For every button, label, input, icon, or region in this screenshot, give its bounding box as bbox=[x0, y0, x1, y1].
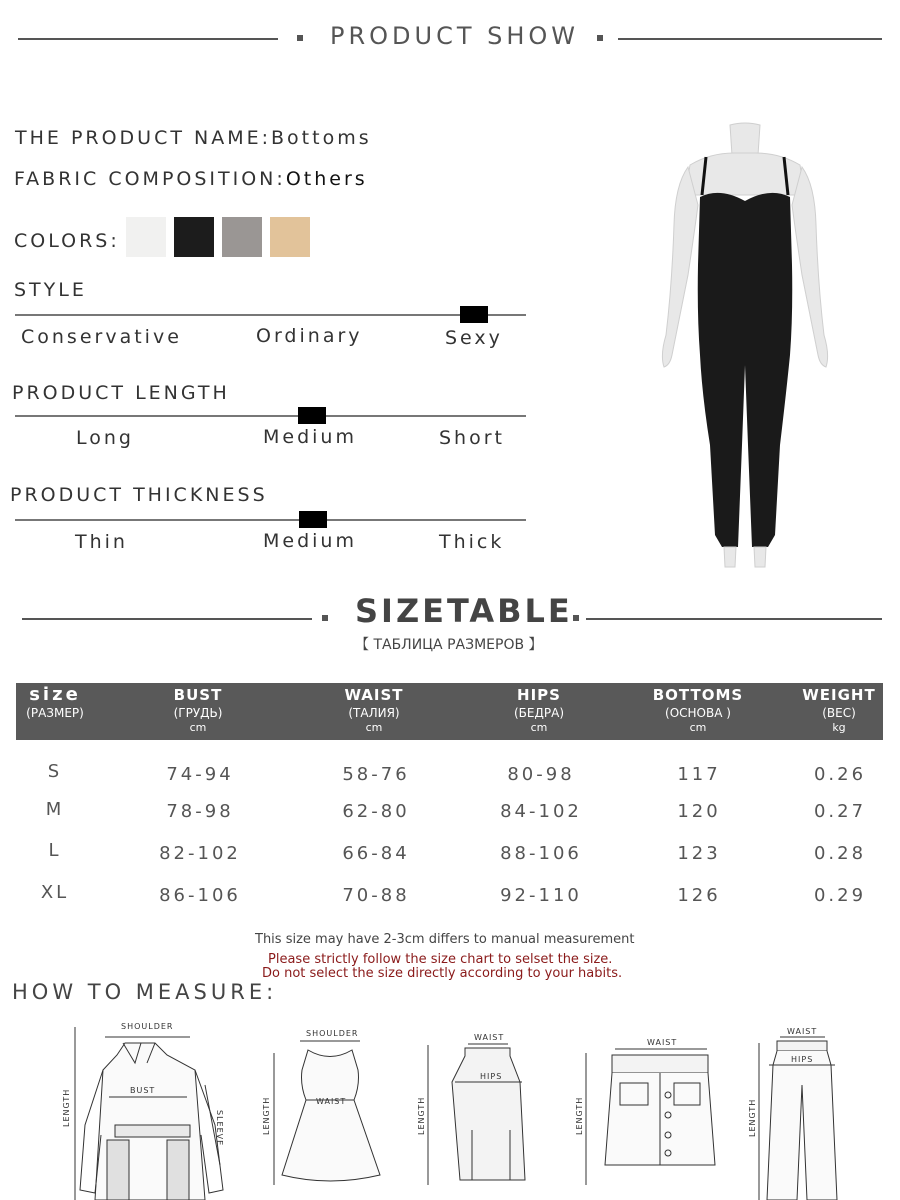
thickness-scale-marker bbox=[299, 511, 327, 528]
cell-bottoms: 126 bbox=[677, 885, 721, 906]
product-name-line bbox=[15, 127, 372, 149]
cell-bottoms: 123 bbox=[677, 843, 721, 864]
cell-waist: 58-76 bbox=[342, 764, 410, 785]
dress-diagram bbox=[260, 1025, 385, 1190]
dress-shoulder-label: SHOULDER bbox=[306, 1029, 359, 1038]
cell-size: M bbox=[45, 799, 65, 820]
dress-waist-label: WAIST bbox=[316, 1097, 347, 1106]
header-weight: WEIGHT (ВЕС) kg bbox=[802, 686, 876, 734]
product-show-dot-left bbox=[297, 35, 303, 41]
cell-bust: 78-98 bbox=[166, 801, 234, 822]
cell-weight: 0.28 bbox=[813, 843, 867, 864]
product-name-value: Bottoms bbox=[271, 127, 372, 149]
color-swatch-apricot[interactable] bbox=[270, 217, 310, 257]
cell-weight: 0.29 bbox=[813, 885, 867, 906]
header-size: size (РАЗМЕР) bbox=[26, 684, 84, 720]
size-warning-2: Do not select the size directly according to your habits. bbox=[262, 966, 623, 981]
header-bottoms: BOTTOMS (ОСНОВА ) cm bbox=[652, 686, 744, 734]
thickness-label-thin: Thin bbox=[75, 531, 128, 553]
length-scale-marker bbox=[298, 407, 326, 424]
skirt-waist-label: WAIST bbox=[474, 1033, 505, 1042]
thickness-label-thick: Thick bbox=[439, 531, 505, 553]
length-title: PRODUCT LENGTH bbox=[12, 382, 230, 404]
colors-label: COLORS: bbox=[14, 230, 120, 252]
product-show-dot-right bbox=[597, 35, 603, 41]
cell-bottoms: 117 bbox=[677, 764, 721, 785]
cell-waist: 70-88 bbox=[342, 885, 410, 906]
measurement-note: This size may have 2-3cm differs to manual measurement bbox=[255, 932, 635, 947]
skirt-hips-label: HIPS bbox=[480, 1072, 503, 1081]
style-scale-marker bbox=[460, 306, 488, 323]
sizetable-rule-right bbox=[586, 618, 882, 620]
style-title: STYLE bbox=[14, 279, 87, 301]
cell-waist: 66-84 bbox=[342, 843, 410, 864]
jacket-diagram bbox=[55, 1015, 240, 1200]
length-scale-line bbox=[15, 415, 526, 417]
product-show-title: PRODUCT SHOW bbox=[330, 22, 580, 50]
header-waist: WAIST (ТАЛИЯ) cm bbox=[344, 686, 404, 734]
cell-hips: 92-110 bbox=[500, 885, 582, 906]
fabric-label: FABRIC COMPOSITION: bbox=[14, 168, 286, 190]
sizetable-rule-left bbox=[22, 618, 312, 620]
cell-size: S bbox=[47, 761, 63, 782]
fabric-value: Others bbox=[285, 168, 368, 190]
length-label-short: Short bbox=[439, 427, 505, 449]
header-bust: BUST (ГРУДЬ) cm bbox=[173, 686, 223, 734]
cell-hips: 84-102 bbox=[500, 801, 582, 822]
pants-diagram bbox=[745, 1025, 855, 1200]
color-swatch-white[interactable] bbox=[126, 217, 166, 257]
color-swatch-black[interactable] bbox=[174, 217, 214, 257]
dress-length-label: LENGTH bbox=[262, 1096, 271, 1135]
product-show-rule-left bbox=[18, 38, 278, 40]
cell-size: XL bbox=[40, 882, 70, 903]
header-hips: HIPS (БЕДРА) cm bbox=[514, 686, 564, 734]
shorts-waist-label: WAIST bbox=[647, 1038, 678, 1047]
fabric-line bbox=[14, 168, 368, 190]
jacket-length-label: LENGTH bbox=[62, 1088, 71, 1127]
skirt-diagram bbox=[410, 1030, 535, 1190]
product-photo-jumpsuit bbox=[630, 115, 860, 585]
jacket-shoulder-label: SHOULDER bbox=[121, 1022, 174, 1031]
how-to-measure-title: HOW TO MEASURE: bbox=[12, 980, 278, 1004]
sizetable-subtitle: 【 ТАБЛИЦА РАЗМЕРОВ 】 bbox=[355, 637, 543, 653]
product-name-label: THE PRODUCT NAME: bbox=[15, 127, 272, 149]
sizetable-dot-right bbox=[573, 615, 579, 621]
cell-bust: 74-94 bbox=[166, 764, 234, 785]
style-scale-line bbox=[15, 314, 526, 316]
cell-bottoms: 120 bbox=[677, 801, 721, 822]
sizetable-dot-left bbox=[322, 615, 328, 621]
color-swatch-gray[interactable] bbox=[222, 217, 262, 257]
style-label-conservative: Conservative bbox=[21, 326, 182, 348]
pants-waist-label: WAIST bbox=[787, 1027, 818, 1036]
sizetable-title: SIZETABLE bbox=[355, 592, 573, 630]
cell-size: L bbox=[48, 840, 62, 861]
pants-hips-label: HIPS bbox=[791, 1055, 814, 1064]
pants-length-label: LENGTH bbox=[748, 1098, 757, 1137]
cell-weight: 0.27 bbox=[813, 801, 867, 822]
skirt-length-label: LENGTH bbox=[417, 1096, 426, 1135]
size-table-header bbox=[16, 683, 883, 740]
cell-hips: 88-106 bbox=[500, 843, 582, 864]
length-label-medium: Medium bbox=[263, 426, 357, 448]
cell-waist: 62-80 bbox=[342, 801, 410, 822]
jacket-sleeve-label: SLEEVE bbox=[215, 1110, 224, 1147]
size-warning-1: Please strictly follow the size chart to selset the size. bbox=[268, 952, 613, 967]
shorts-length-label: LENGTH bbox=[575, 1096, 584, 1135]
jacket-bust-label: BUST bbox=[130, 1086, 156, 1095]
style-label-ordinary: Ordinary bbox=[256, 325, 363, 347]
thickness-title: PRODUCT THICKNESS bbox=[10, 484, 268, 506]
thickness-label-medium: Medium bbox=[263, 530, 357, 552]
shorts-diagram bbox=[570, 1035, 725, 1185]
thickness-scale-line bbox=[15, 519, 526, 521]
style-label-sexy: Sexy bbox=[445, 327, 503, 349]
cell-weight: 0.26 bbox=[813, 764, 867, 785]
product-show-rule-right bbox=[618, 38, 882, 40]
cell-bust: 86-106 bbox=[159, 885, 241, 906]
cell-hips: 80-98 bbox=[507, 764, 575, 785]
length-label-long: Long bbox=[76, 427, 134, 449]
cell-bust: 82-102 bbox=[159, 843, 241, 864]
